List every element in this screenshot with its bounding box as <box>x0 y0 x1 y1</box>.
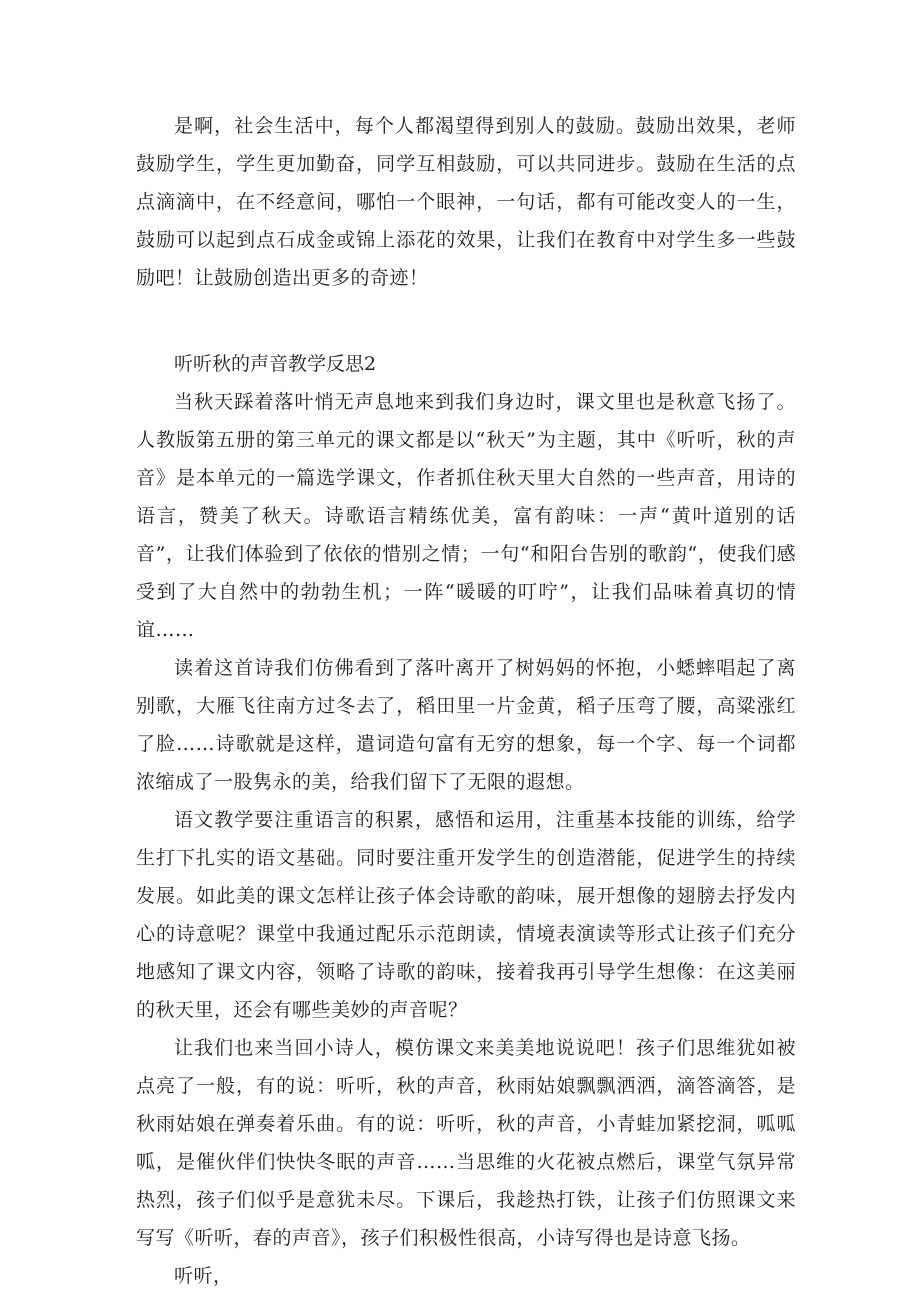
section-title: 听听秋的声音教学反思2 <box>174 353 377 375</box>
paragraph-listen: 听听， <box>174 1265 233 1287</box>
document-body <box>136 107 796 1295</box>
paragraph-autumn-intro: 当秋天踩着落叶悄无声息地来到我们身边时，课文里也是秋意飞扬了。人教版第五册的第三单元的课文都是以“秋天”为主题，其中《听听，秋的声音》是本单元的一篇选学课文，作者抓住秋天里大自然的一些声音，用诗的语言，赞美了秋天。诗歌语言精练优美，富有韵味：一声“黄叶道别的话音”，让我们体验到了依依的惜别之情；一句“和阳台告别的歌韵“，使我们感受到了大自然中的勃勃生机；一阵“暖暖的叮咛”，让我们品味着真切的情谊…… <box>136 391 796 641</box>
paragraph-encouragement: 是啊，社会生活中，每个人都渴望得到别人的鼓励。鼓励出效果，老师鼓励学生，学生更加勤奋，同学互相鼓励，可以共同进步。鼓励在生活的点点滴滴中，在不经意间，哪怕一个眼神，一句话，都有可能改变人的一生，鼓励可以起到点石成金或锦上添花的效果，让我们在教育中对学生多一些鼓励吧！让鼓励创造出更多的奇迹！ <box>136 115 796 289</box>
paragraph-teaching-method: 语文教学要注重语言的积累，感悟和运用，注重基本技能的训练，给学生打下扎实的语文基础。同时要注重开发学生的创造潜能，促进学生的持续发展。如此美的课文怎样让孩子体会诗歌的韵味，展开想像的翅膀去抒发内心的诗意呢？课堂中我通过配乐示范朗读，情境表演读等形式让孩子们充分地感知了课文内容，领略了诗歌的韵味，接着我再引导学生想像：在这美丽的秋天里，还会有哪些美妙的声音呢？ <box>136 809 796 1021</box>
paragraph-poem-imagery: 读着这首诗我们仿佛看到了落叶离开了树妈妈的怀抱，小蟋蟀唱起了离别歌，大雁飞往南方过冬去了，稻田里一片金黄，稻子压弯了腰，高粱涨红了脸……诗歌就是这样，遣词造句富有无穷的想象，每一个字、每一个词都浓缩成了一股隽永的美，给我们留下了无限的遐想。 <box>136 657 796 793</box>
paragraph-student-poems: 让我们也来当回小诗人，模仿课文来美美地说说吧！孩子们思维犹如被点亮了一般，有的说：听听，秋的声音，秋雨姑娘飘飘洒洒，滴答滴答，是秋雨姑娘在弹奏着乐曲。有的说：听听，秋的声音，小青蛙加紧挖洞，呱呱呱，是催伙伴们快快冬眠的声音……当思维的火花被点燃后，课堂气氛异常热烈，孩子们似乎是意犹未尽。下课后，我趁热打铁，让孩子们仿照课文来写写《听听，春的声音》，孩子们积极性很高，小诗写得也是诗意飞扬。 <box>136 1037 796 1249</box>
section-spacer <box>136 297 796 345</box>
